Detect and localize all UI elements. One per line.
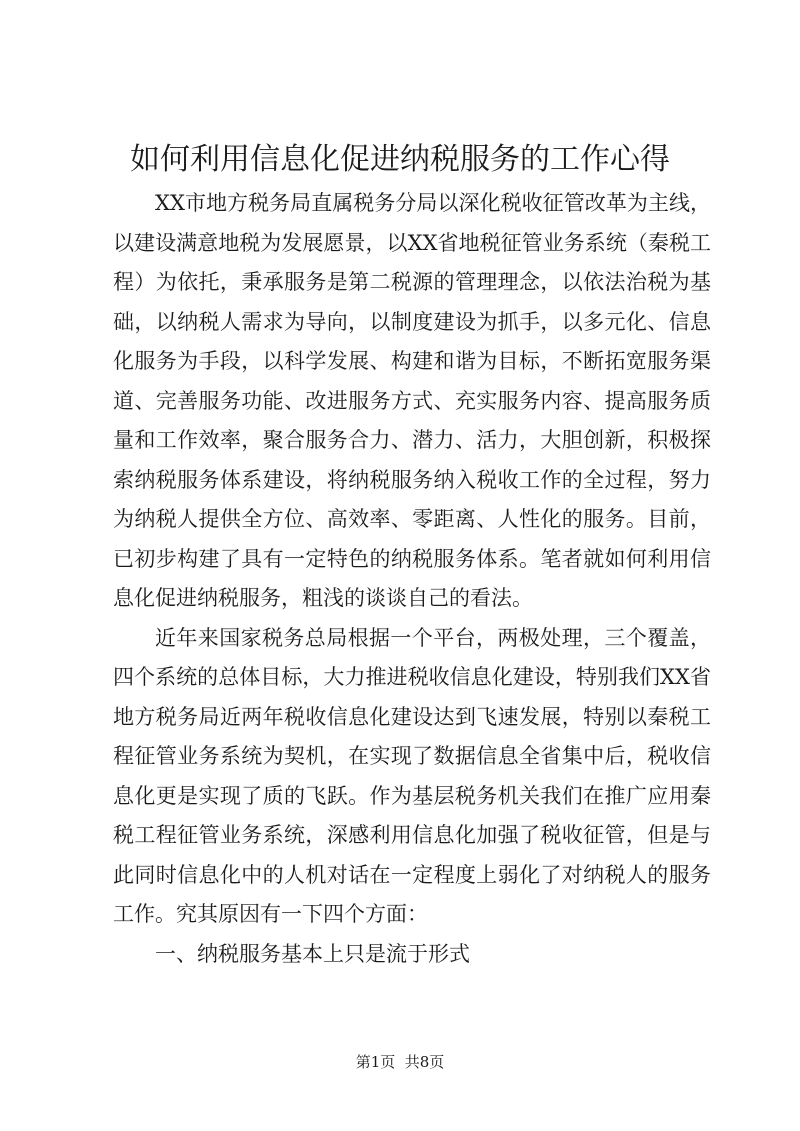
page-footer (0, 1051, 800, 1073)
section-heading-1: 一、纳税服务基本上只是流于形式 (155, 941, 470, 966)
paragraph-background: 近年来国家税务总局根据一个平台，两极处理，三个覆盖，四个系统的总体目标，大力推进税收信息化建设，特别我们XX省地方税务局近两年税收信息化建设达到飞速发展，特别以秦税工程征管业务系统为契机，在实现了数据信息全省集中后，税收信息化更是实现了质的飞跃。作为基层税务机关我们在推广应用秦税工程征管业务系统，深感利用信息化加强了税收征管，但是与此同时信息化中的人机对话在一定程度上弱化了对纳税人的服务工作。究其原因有一下四个方面： (113, 625, 711, 926)
document-body (113, 184, 711, 974)
page-number: 第1页 共8页 (355, 1053, 445, 1071)
paragraph-intro: XX市地方税务局直属税务分局以深化税收征管改革为主线，以建设满意地税为发展愿景，以XX省地税征管业务系统（秦税工程）为依托，秉承服务是第二税源的管理理念，以依法治税为基础，以纳税人需求为导向，以制度建设为抓手，以多元化、信息化服务为手段，以科学发展、构建和谐为目标，不断拓宽服务渠道、完善服务功能、改进服务方式、充实服务内容、提高服务质量和工作效率，聚合服务合力、潜力、活力，大胆创新，积极探索纳税服务体系建设，将纳税服务纳入税收工作的全过程，努力为纳税人提供全方位、高效率、零距离、人性化的服务。目前，已初步构建了具有一定特色的纳税服务体系。笔者就如何利用信息化促进纳税服务，粗浅的谈谈自己的看法。 (113, 191, 711, 610)
document-title: 如何利用信息化促进纳税服务的工作心得 (130, 142, 670, 177)
